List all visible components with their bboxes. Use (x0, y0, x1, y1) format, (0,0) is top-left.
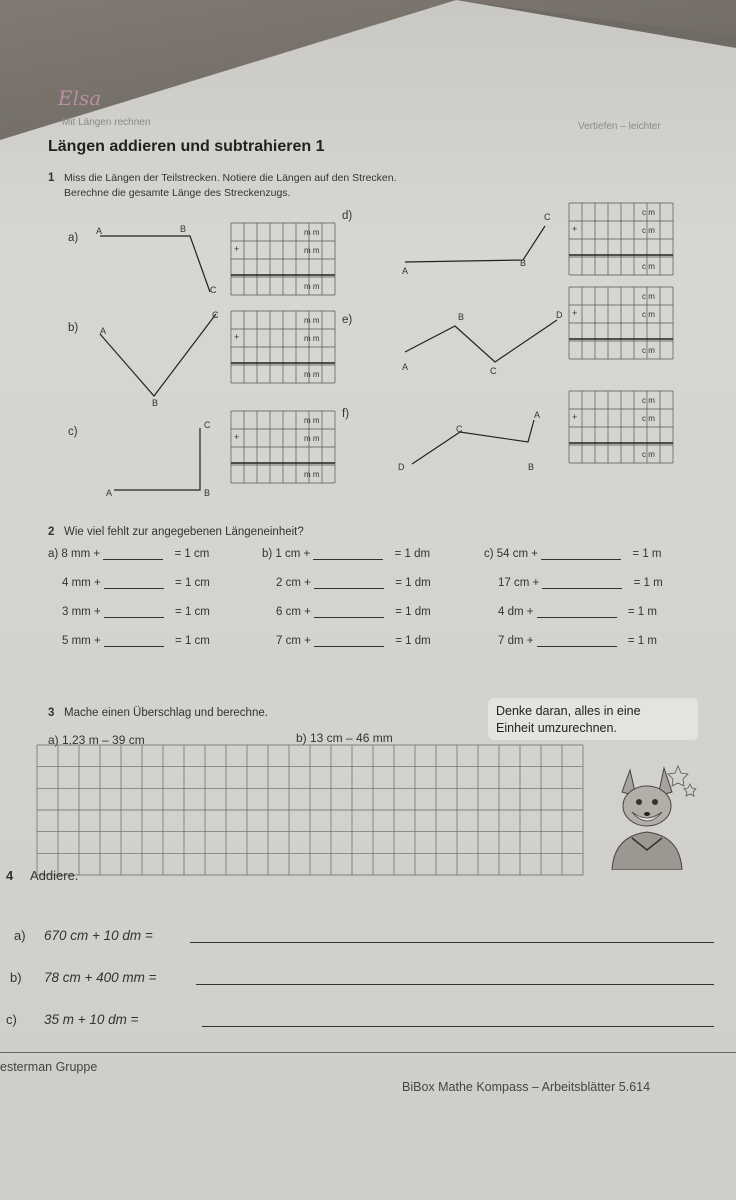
point-label: B (458, 312, 465, 322)
point-label: A (402, 266, 409, 276)
task3-a: a) 1,23 m – 39 cm (48, 733, 145, 747)
task2-answer-blank[interactable] (104, 606, 164, 618)
task4-number: 4 (6, 868, 14, 883)
task2-start-value: 7 cm + (276, 635, 315, 647)
task2-number: 2 (48, 526, 55, 538)
task1-e-figure (395, 312, 565, 376)
task1-instruction-1: Miss die Längen der Teilstrecken. Notiere die Längen auf den Strecken. (64, 172, 397, 184)
point-label: B (204, 488, 211, 498)
task2-answer-blank[interactable] (537, 635, 617, 647)
unit-label: c m (642, 346, 655, 355)
fox-mascot-icon (592, 752, 702, 870)
point-label: B (180, 224, 187, 234)
unit-label: m m (304, 470, 320, 479)
task2-target-value: = 1 m (630, 577, 663, 589)
task2-target-value: = 1 m (629, 548, 662, 560)
point-label: C (456, 424, 463, 434)
task2-answer-blank[interactable] (313, 548, 383, 560)
task4-instruction: Addiere. (30, 868, 79, 883)
task4-answer-line[interactable] (202, 1026, 714, 1027)
task1-c-figure (100, 420, 220, 500)
unit-label: m m (304, 316, 320, 325)
point-label: C (212, 310, 219, 320)
task1-f-answer-grid[interactable] (568, 390, 674, 464)
point-label: B (520, 258, 527, 268)
point-label: A (534, 410, 541, 420)
task2-row (276, 577, 431, 589)
hint-text-2: Einheit umzurechnen. (496, 721, 617, 735)
unit-label: m m (304, 334, 320, 343)
unit-label: m m (304, 246, 320, 255)
plus-sign: + (572, 412, 578, 422)
task2-row (484, 548, 662, 560)
task1-e-label: e) (342, 314, 353, 326)
task2-row (276, 606, 431, 618)
unit-label: m m (304, 434, 320, 443)
task2-row (48, 548, 209, 560)
plus-sign: + (572, 308, 578, 318)
task2-answer-blank[interactable] (541, 548, 621, 560)
task2-row (498, 635, 657, 647)
footer-divider (0, 1052, 736, 1053)
point-label: A (96, 226, 103, 236)
point-label: C (490, 366, 497, 376)
task1-a-figure (90, 222, 230, 302)
task2-start-value: 6 cm + (276, 606, 315, 618)
task2-answer-blank[interactable] (537, 606, 617, 618)
point-label: A (100, 326, 107, 336)
task4-answer-line[interactable] (196, 984, 714, 985)
plus-sign: + (234, 332, 240, 342)
point-label: B (528, 462, 535, 472)
task2-target-value: = 1 cm (171, 635, 210, 647)
unit-label: c m (642, 262, 655, 271)
task4-expression: 670 cm + 10 dm = (44, 928, 153, 943)
task2-row (498, 577, 663, 589)
task4-item-label: c) (6, 1012, 17, 1027)
task2-start-value: 1 cm + (275, 548, 314, 560)
point-label: B (152, 398, 159, 408)
task2-target-value: = 1 cm (171, 606, 210, 618)
task2-start-value: 8 mm + (61, 548, 104, 560)
unit-label: c m (642, 226, 655, 235)
unit-label: c m (642, 396, 655, 405)
point-label: C (204, 420, 211, 430)
task2-target-value: = 1 m (624, 635, 657, 647)
task2-row (62, 635, 210, 647)
point-label: A (402, 362, 409, 372)
task2-answer-blank[interactable] (314, 577, 384, 589)
task2-target-value: = 1 cm (171, 548, 210, 560)
task2-target-value: = 1 dm (391, 548, 431, 560)
task2-target-value: = 1 dm (392, 635, 431, 647)
task1-a-label: a) (68, 232, 79, 244)
task2-target-value: = 1 dm (392, 577, 431, 589)
task3-number: 3 (48, 707, 55, 719)
task1-d-figure (395, 218, 555, 278)
task2-start-value: 54 cm + (496, 548, 542, 560)
task2-answer-blank[interactable] (104, 635, 164, 647)
task4-expression: 78 cm + 400 mm = (44, 970, 157, 985)
task2-row (62, 606, 210, 618)
difficulty-level: Vertiefen – leichter (578, 121, 661, 132)
task2-start-value: 7 dm + (498, 635, 537, 647)
task2-answer-blank[interactable] (104, 577, 164, 589)
task2-row (498, 606, 657, 618)
task1-d-label: d) (342, 210, 353, 222)
task2-row (262, 548, 430, 560)
task3-b: b) 13 cm – 46 mm (296, 731, 393, 745)
task2-column-label: a) (48, 548, 62, 560)
unit-label: c m (642, 450, 655, 459)
task2-target-value: = 1 cm (171, 577, 210, 589)
plus-sign: + (234, 244, 240, 254)
task4-expression: 35 m + 10 dm = (44, 1012, 139, 1027)
page-title: Längen addieren und subtrahieren 1 (48, 138, 325, 155)
task4-answer-line[interactable] (190, 942, 714, 943)
task3-square-grid[interactable] (36, 744, 584, 876)
task3-instruction: Mache einen Überschlag und berechne. (64, 707, 268, 719)
point-label: C (210, 285, 217, 295)
task2-start-value: 2 cm + (276, 577, 315, 589)
task2-answer-blank[interactable] (314, 635, 384, 647)
unit-label: c m (642, 208, 655, 217)
task2-start-value: 4 dm + (498, 606, 537, 618)
unit-label: m m (304, 282, 320, 291)
task2-row (276, 635, 431, 647)
plus-sign: + (572, 224, 578, 234)
task1-d-answer-grid[interactable] (568, 202, 674, 276)
task2-answer-blank[interactable] (542, 577, 622, 589)
task1-number: 1 (48, 172, 55, 184)
task2-instruction: Wie viel fehlt zur angegebenen Längeneinheit? (64, 526, 304, 538)
point-label: C (544, 212, 551, 222)
task2-target-value: = 1 m (624, 606, 657, 618)
task2-row (62, 577, 210, 589)
task2-column-label: c) (484, 548, 497, 560)
task2-start-value: 17 cm + (498, 577, 543, 589)
task1-e-answer-grid[interactable] (568, 286, 674, 360)
task2-start-value: 4 mm + (62, 577, 104, 589)
publisher: esterman Gruppe (0, 1060, 98, 1074)
task2-column-label: b) (262, 548, 276, 560)
unit-label: m m (304, 416, 320, 425)
task2-target-value: = 1 dm (392, 606, 431, 618)
unit-label: c m (642, 414, 655, 423)
task1-f-label: f) (342, 408, 350, 420)
point-label: A (106, 488, 113, 498)
unit-label: c m (642, 292, 655, 301)
task2-start-value: 3 mm + (62, 606, 104, 618)
task1-c-answer-grid[interactable] (230, 410, 336, 484)
task1-a-answer-grid[interactable] (230, 222, 336, 296)
point-label: D (398, 462, 405, 472)
task2-answer-blank[interactable] (314, 606, 384, 618)
task1-b-answer-grid[interactable] (230, 310, 336, 384)
task2-start-value: 5 mm + (62, 635, 104, 647)
point-label: D (556, 310, 563, 320)
hint-text-1: Denke daran, alles in eine (496, 704, 641, 718)
unit-label: m m (304, 370, 320, 379)
plus-sign: + (234, 432, 240, 442)
task1-c-label: c) (68, 426, 78, 438)
task2-answer-blank[interactable] (103, 548, 163, 560)
unit-label: c m (642, 310, 655, 319)
task1-instruction-2: Berechne die gesamte Länge des Streckenzugs. (64, 187, 291, 199)
task4-item-label: a) (14, 928, 26, 943)
task1-b-label: b) (68, 322, 79, 334)
student-name: Elsa (58, 86, 102, 110)
book-reference: BiBox Mathe Kompass – Arbeitsblätter 5.614 (402, 1080, 651, 1094)
worksheet-subtitle: Mit Längen rechnen (62, 117, 151, 128)
unit-label: m m (304, 228, 320, 237)
task1-b-figure (90, 310, 230, 410)
task4-item-label: b) (10, 970, 22, 985)
